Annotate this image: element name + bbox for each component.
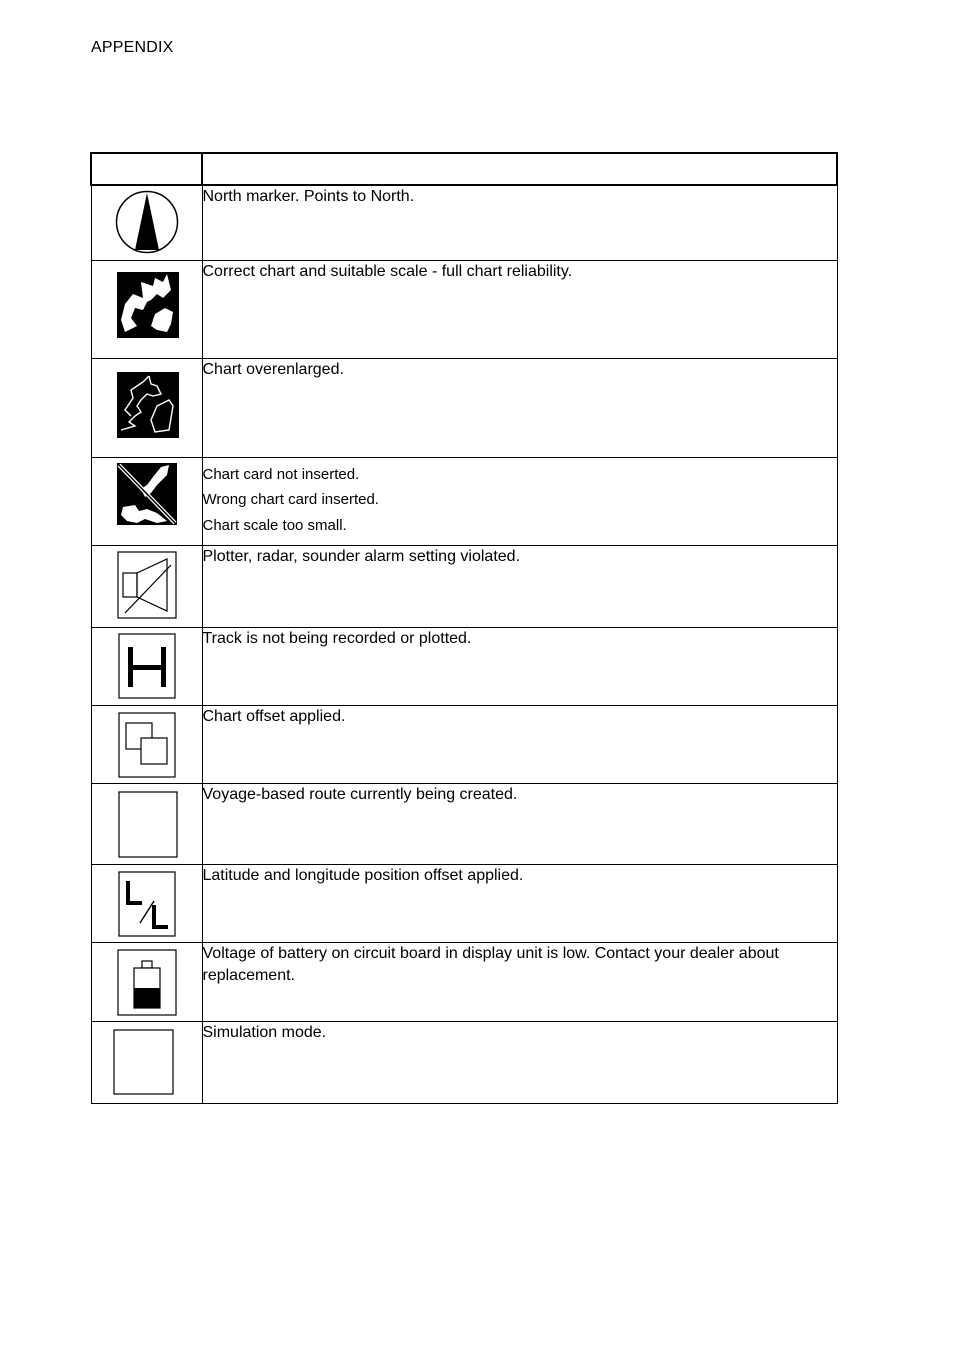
row-description: Voyage-based route currently being created. (202, 785, 518, 803)
simulation-mode-icon (113, 1029, 174, 1095)
table-header-row (91, 153, 837, 185)
table-row (91, 185, 837, 260)
alarm-violated-icon (117, 551, 177, 619)
header-cell-description (202, 153, 837, 185)
header-cell-icon (91, 153, 202, 185)
table-row (91, 457, 837, 545)
table-row (91, 705, 837, 783)
row-description: Track is not being recorded or plotted. (202, 629, 472, 647)
icon-legend-table (90, 152, 838, 1104)
row-description: Chart overenlarged. (202, 360, 344, 378)
north-marker-icon (115, 190, 179, 254)
low-battery-icon (117, 949, 177, 1016)
latlon-offset-icon (118, 871, 176, 937)
row-description: Latitude and longitude position offset applied. (202, 866, 524, 884)
row-description: Chart scale too small. (202, 516, 347, 534)
row-description: Correct chart and suitable scale - full chart reliability. (202, 262, 573, 280)
table-row (91, 942, 837, 1021)
chart-overenlarged-icon (117, 372, 179, 438)
row-description: Wrong chart card inserted. (202, 491, 379, 508)
table-row (91, 627, 837, 705)
full-chart-reliability-icon (117, 272, 179, 338)
table-row (91, 545, 837, 627)
table-row (91, 864, 837, 942)
table-row (91, 1021, 837, 1103)
row-description: Voltage of battery on circuit board in display unit is low. Contact your dealer about replacement. (202, 944, 779, 984)
track-hold-icon (118, 633, 176, 699)
table-row (91, 358, 837, 457)
chart-offset-icon (118, 712, 176, 778)
page-header: APPENDIX (91, 39, 174, 56)
row-description: Simulation mode. (202, 1023, 327, 1041)
voyage-route-icon (118, 791, 178, 858)
row-description: Chart offset applied. (202, 707, 346, 725)
row-description: Plotter, radar, sounder alarm setting violated. (202, 547, 521, 565)
chart-card-missing-icon (117, 463, 177, 525)
row-description: North marker. Points to North. (202, 188, 415, 205)
row-description: Chart card not inserted. (202, 465, 360, 483)
table-row (91, 260, 837, 358)
table-row (91, 783, 837, 864)
